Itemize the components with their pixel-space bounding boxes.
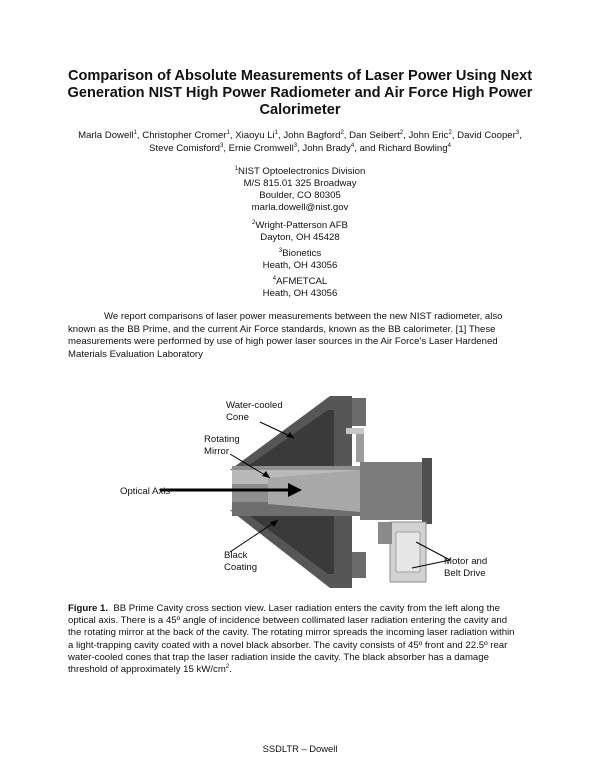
author-affiliation-number: 3 [219, 142, 224, 149]
author-line-2 [40, 142, 560, 155]
rear-cap [422, 458, 432, 524]
affiliation-name: $^1$NIST Optoelectronics Division [234, 165, 366, 177]
author-affiliation-number: 2 [448, 129, 452, 136]
belt-drive [396, 532, 420, 572]
author-name: Ernie Cromwell [228, 143, 294, 154]
author-affiliation-number: 1 [274, 129, 279, 136]
coolant-fitting [346, 428, 364, 434]
author-line-1 [40, 129, 560, 142]
optical-axis-label: Optical Axis [120, 486, 171, 497]
author-affiliation-number: 1 [133, 129, 137, 136]
author-separator: , and [354, 143, 379, 154]
motor-mount [378, 522, 392, 544]
author-affiliation-number: 4 [447, 142, 451, 149]
affiliation-number: 1 [234, 165, 239, 172]
abstract-line: measurements were performed by use of high power laser sources in the Air Force’s Laser Hardened [68, 336, 498, 348]
author-separator: , [451, 130, 458, 141]
caption-line: the rotating mirror at the back of the cavity. The rotating mirror spreads the incoming laser radiation within [68, 627, 515, 639]
caption-line: water-cooled cones that trap the laser radiation inside the cavity. The black absorber has a damage [68, 651, 489, 663]
abstract-line: known as the BB Prime, and the current Air Force standards, known as the BB calorimeter. [1] These [68, 323, 496, 335]
author-name: Xiaoyu Li [235, 130, 275, 141]
author-name: John Eric [408, 130, 449, 141]
caption-line: a light-trapping cavity coated with a novel black absorber. The cavity consists of 45º front and 22.5º rear [68, 639, 508, 651]
water-cooled-cone-label: Water-cooled Cone [226, 400, 283, 423]
author-name: John Bagford [283, 130, 341, 141]
author-name: Christopher Cromer [142, 130, 227, 141]
affiliation-city: Boulder, CO 80305 [259, 190, 341, 201]
author-name: Richard Bowling [378, 143, 448, 154]
black-coating-label: Black Coating [224, 550, 258, 573]
author-separator: , [229, 130, 236, 141]
title-line: Calorimeter [259, 102, 341, 118]
author-affiliation-number: 3 [515, 129, 520, 136]
motor-belt-drive-label: Motor and Belt Drive [444, 556, 488, 579]
figure-1-cavity-diagram [120, 392, 540, 592]
abstract-line: Materials Evaluation Laboratory [68, 348, 203, 360]
affiliation-4 [200, 276, 400, 300]
affiliation-name: $^2$Wright-Patterson AFB [252, 219, 348, 231]
affiliation-address: M/S 815.01 325 Broadway [243, 178, 357, 189]
affiliation-name: $^4$AFMETCAL [272, 275, 328, 287]
author-separator: , [343, 130, 350, 141]
author-separator: , [519, 130, 522, 141]
caption-line: optical axis. There is a 45º angle of incidence between collimated laser radiation entering the cavity and [68, 615, 508, 627]
caption-line: BB Prime Cavity cross section view. Laser radiation enters the cavity from the left along the [113, 603, 500, 614]
author-separator: , [136, 130, 143, 141]
author-list [40, 129, 560, 155]
affiliation-number: 2 [252, 219, 256, 226]
figure-1-caption [68, 603, 548, 676]
author-separator: , [223, 143, 229, 154]
affiliation-number: 4 [272, 275, 277, 282]
author-separator: , [278, 130, 284, 141]
author-affiliation-number: 2 [399, 129, 404, 136]
page-footer: SSDLTR – Dowell [262, 743, 338, 754]
abstract [68, 311, 548, 361]
author-affiliation-number: 4 [350, 142, 355, 149]
affiliation-city: Heath, OH 43056 [262, 260, 338, 271]
author-separator: , [403, 130, 409, 141]
affiliation-city: Dayton, OH 45428 [260, 232, 340, 243]
author-name: Marla Dowell [78, 130, 134, 141]
author-name: Steve Comisford [149, 143, 220, 154]
affiliation-2 [200, 220, 400, 244]
figure-number: Figure 1. [68, 603, 108, 614]
caption-last-line: threshold of approximately 15 $kW/cm^2$. [68, 663, 232, 676]
affiliation-name: $^3$Bionetics [278, 247, 322, 259]
author-separator: , [297, 143, 303, 154]
paper-title [60, 68, 540, 119]
rotating-mirror-label: Rotating Mirror [204, 434, 240, 457]
coolant-pipe [356, 432, 364, 462]
affiliation-number: 3 [278, 247, 283, 254]
author-affiliation-number: 2 [340, 129, 344, 136]
author-name: Dan Seibert [349, 130, 400, 141]
affiliation-1 [200, 166, 400, 214]
rear-housing [360, 462, 432, 520]
author-name: John Brady [302, 143, 351, 154]
author-name: David Cooper [457, 130, 516, 141]
author-affiliation-number: 3 [293, 142, 298, 149]
affiliation-3 [200, 248, 400, 272]
affiliation-city: Heath, OH 43056 [262, 288, 338, 299]
title-line: Comparison of Absolute Measurements of Laser Power Using Next [67, 68, 533, 84]
title-line: Generation NIST High Power Radiometer and Air Force High Power [67, 85, 533, 101]
abstract-line: We report comparisons of laser power measurements between the new NIST radiometer, also [104, 311, 503, 322]
affiliation-email: marla.dowell@nist.gov [251, 202, 349, 213]
author-affiliation-number: 1 [226, 129, 230, 136]
